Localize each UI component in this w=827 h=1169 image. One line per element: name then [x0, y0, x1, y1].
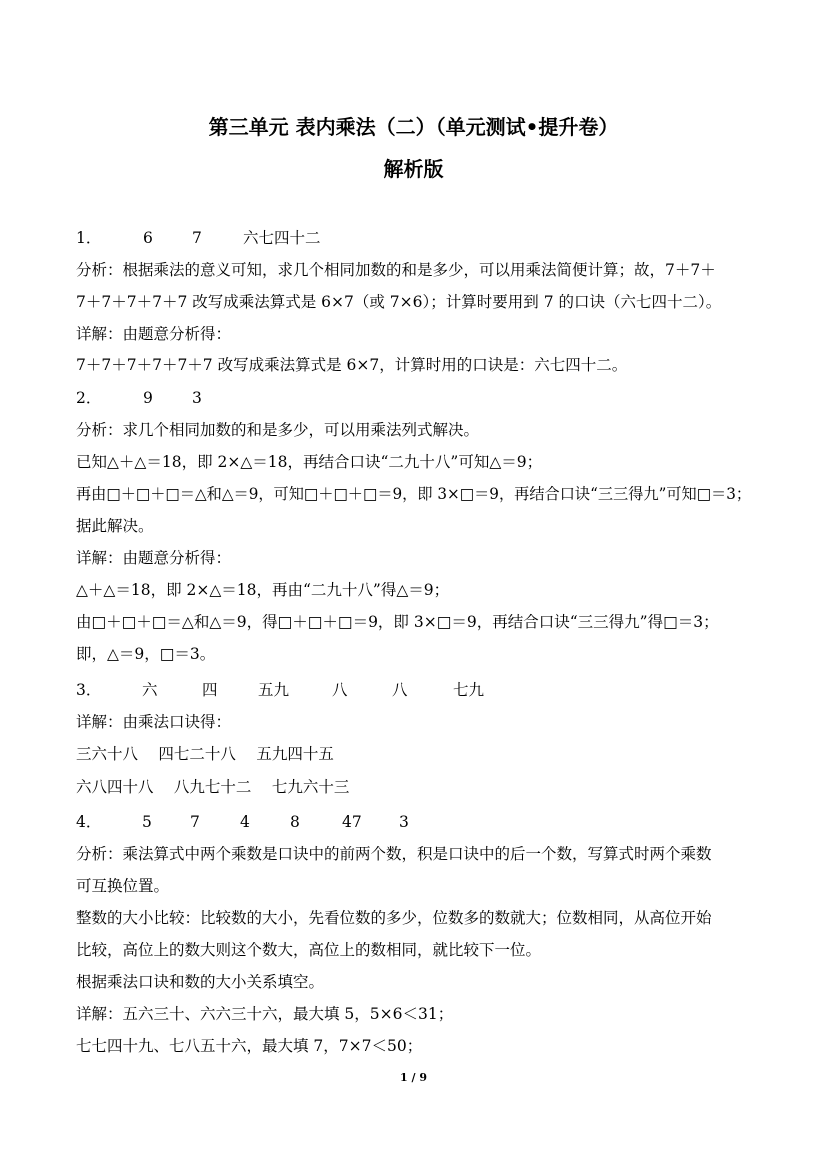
answer-blank: 47 — [342, 813, 362, 831]
page-number: 1 / 9 — [400, 1071, 427, 1084]
answer-blank: 3 — [192, 389, 202, 407]
answer-blank: 八 — [392, 681, 408, 699]
answer-blank: 3 — [399, 813, 409, 831]
analysis-text: 再由□＋□＋□＝△和△＝9，可知□＋□＋□＝9，即 3×□＝9，再结合口诀“三三得九”可知□＝3； — [76, 485, 752, 503]
explanation-text: △＋△＝18，即 2×△＝18，再由“二九十八”得△＝9； — [76, 581, 450, 599]
explanation-text: 即，△＝9，□＝3。 — [76, 645, 216, 663]
answer-blank: 9 — [143, 389, 153, 407]
answer-blank: 七九 — [453, 681, 485, 699]
analysis-text: 分析：乘法算式中两个乘数是口诀中的前两个数，积是口诀中的后一个数，写算式时两个乘数 — [76, 845, 712, 863]
analysis-text: 分析：根据乘法的意义可知，求几个相同加数的和是多少，可以用乘法简便计算；故，7＋7＋ — [76, 261, 716, 279]
answer-blank: 五九 — [258, 681, 290, 699]
explanation-text: 七七四十九、七八五十六，最大填 7，7×7＜50； — [76, 1037, 423, 1055]
answer-blank: 7 — [190, 813, 200, 831]
analysis-text: 比较，高位上的数大则这个数大，高位上的数相同，就比较下一位。 — [76, 941, 542, 959]
question-number: 2． — [76, 389, 102, 407]
question-number: 3． — [76, 681, 102, 699]
explanation-text: 六八四十八 八九七十二 七九六十三 — [76, 778, 350, 796]
answer-blank: 4 — [240, 813, 250, 831]
answer-blank: 8 — [290, 813, 300, 831]
explanation-heading: 详解：由题意分析得： — [76, 325, 232, 343]
document-subtitle: 解析版 — [383, 157, 444, 181]
question-number: 4． — [76, 813, 102, 831]
explanation-text: 由□＋□＋□＝△和△＝9，得□＋□＋□＝9，即 3×□＝9，再结合口诀“三三得九”得□＝3； — [76, 613, 719, 631]
analysis-text: 据此解决。 — [76, 517, 154, 535]
answer-blank: 六七四十二 — [243, 229, 321, 247]
explanation-text: 详解：五六三十、六六三十六，最大填 5，5×6＜31； — [76, 1005, 454, 1023]
explanation-heading: 详解：由乘法口诀得： — [76, 713, 232, 731]
analysis-text: 可互换位置。 — [76, 877, 170, 895]
analysis-text: 根据乘法口诀和数的大小关系填空。 — [76, 973, 325, 991]
analysis-text: 已知△＋△＝18，即 2×△＝18，再结合口诀“二九十八”可知△＝9； — [76, 453, 543, 471]
answer-blank: 八 — [332, 681, 348, 699]
answer-blank: 5 — [142, 813, 152, 831]
answer-blank: 四 — [202, 681, 218, 699]
analysis-text: 7＋7＋7＋7＋7 改写成乘法算式是 6×7（或 7×6）；计算时要用到 7 的口诀（六七四十二）。 — [76, 293, 722, 311]
question-number: 1． — [76, 229, 102, 247]
document-title: 第三单元 表内乘法（二）（单元测试•提升卷） — [208, 115, 619, 139]
answer-blank: 6 — [143, 229, 153, 247]
explanation-heading: 详解：由题意分析得： — [76, 549, 232, 567]
answer-blank: 7 — [192, 229, 202, 247]
analysis-text: 分析：求几个相同加数的和是多少，可以用乘法列式解决。 — [76, 421, 480, 439]
analysis-text: 整数的大小比较：比较数的大小，先看位数的多少，位数多的数就大；位数相同，从高位开始 — [76, 909, 712, 927]
explanation-text: 三六十八 四七二十八 五九四十五 — [76, 745, 334, 763]
answer-blank: 六 — [142, 681, 158, 699]
explanation-text: 7＋7＋7＋7＋7＋7 改写成乘法算式是 6×7，计算时用的口诀是：六七四十二。 — [76, 356, 628, 374]
